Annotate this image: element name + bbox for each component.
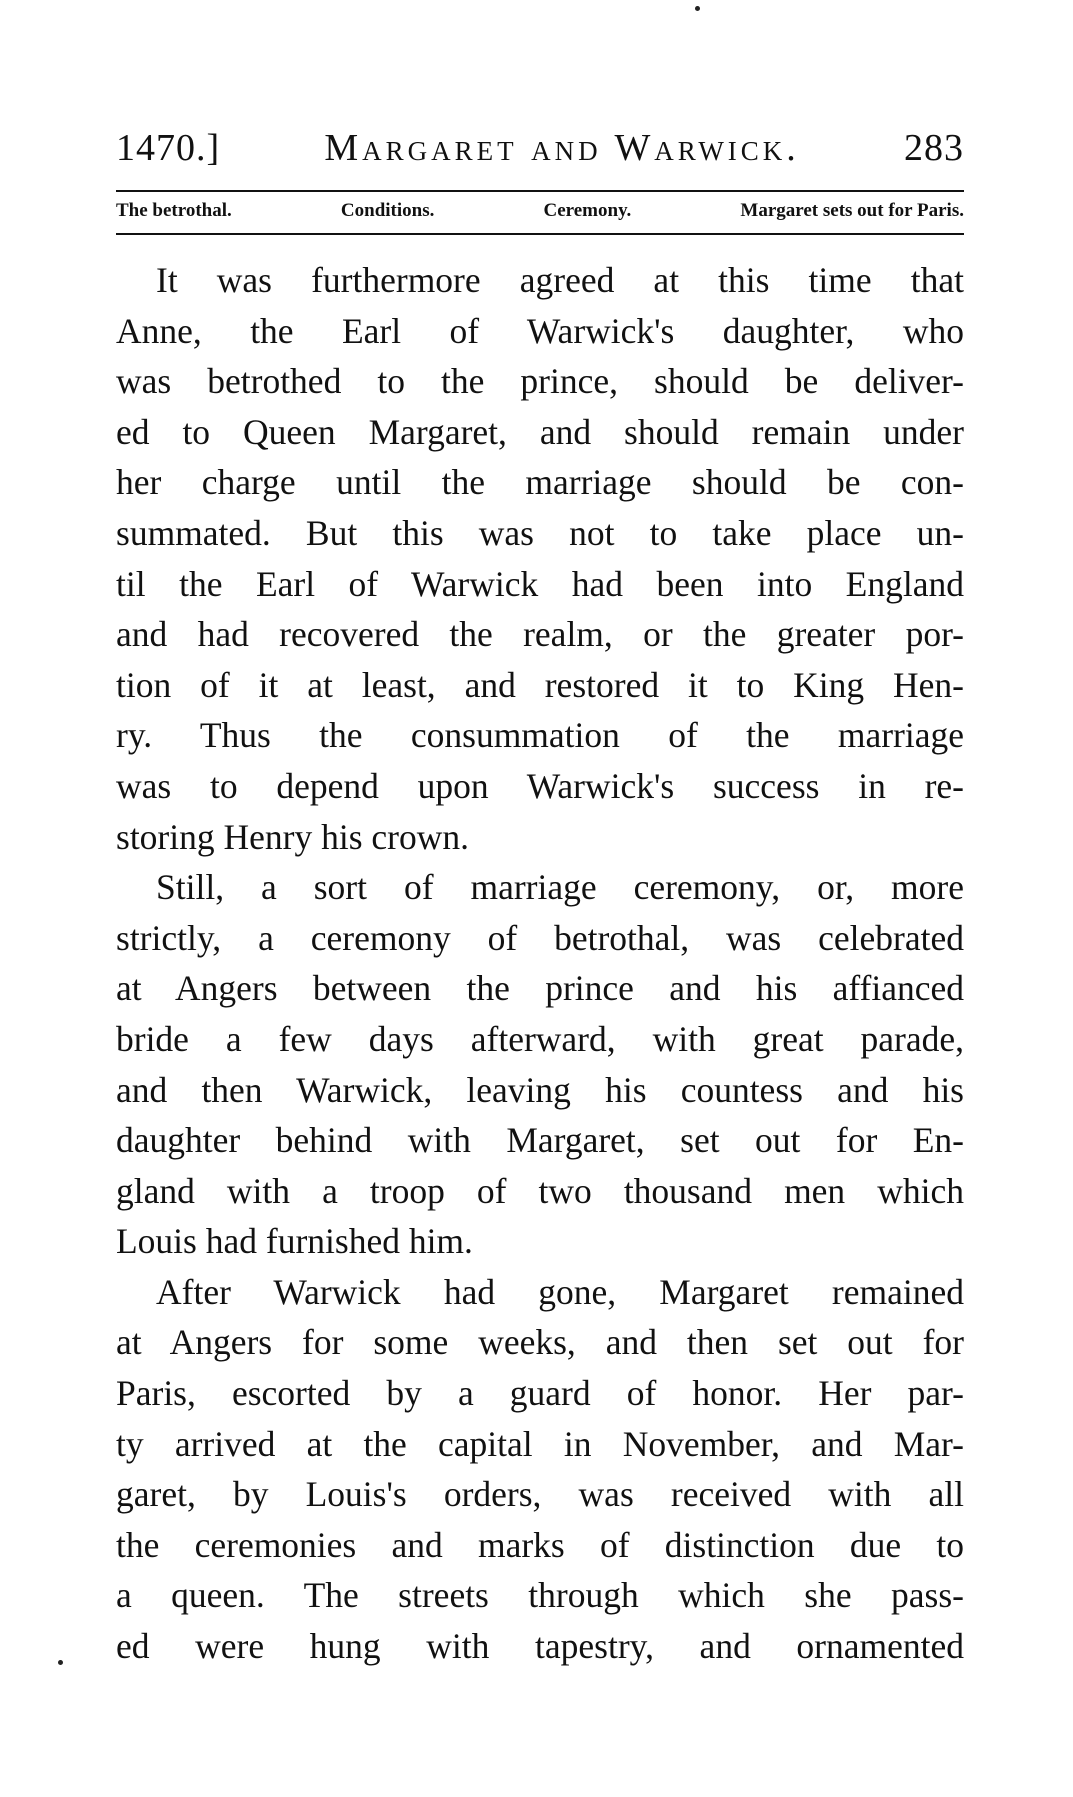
header-year: 1470.] [116, 127, 221, 169]
text-line: Still, a sort of marriage ceremony, or, more [156, 867, 964, 908]
text-line: was to depend upon Warwick's success in re- [116, 765, 964, 806]
text-line: the ceremonies and marks of distinction due to [116, 1524, 964, 1565]
text-line: tion of it at least, and restored it to King Hen- [116, 664, 964, 705]
text-line: strictly, a ceremony of betrothal, was celebrated [116, 917, 964, 958]
text-line: It was furthermore agreed at this time that [156, 260, 964, 300]
page-number: 283 [904, 127, 964, 169]
text-line: ed were hung with tapestry, and ornamented [116, 1626, 964, 1667]
text-line: at Angers between the prince and his affianced [116, 968, 964, 1009]
subheads [116, 200, 964, 222]
body-text [116, 255, 964, 1672]
running-head [116, 126, 964, 182]
text-line: Louis had furnished him. [116, 1221, 473, 1262]
header-rule-top [116, 190, 964, 192]
book-page [116, 0, 964, 1797]
text-line: summated. But this was not to take place un- [116, 512, 964, 553]
subhead-4: Margaret sets out for Paris. [740, 200, 964, 221]
text-line: After Warwick had gone, Margaret remained [156, 1271, 964, 1312]
subhead-1: The betrothal. [116, 200, 232, 221]
header-title: Margaret and Warwick. [324, 127, 800, 169]
print-speck [58, 1660, 63, 1665]
text-line: storing Henry his crown. [116, 816, 469, 857]
text-line: her charge until the marriage should be con- [116, 462, 964, 503]
text-line: at Angers for some weeks, and then set out for [116, 1322, 964, 1363]
text-line: garet, by Louis's orders, was received with all [116, 1474, 964, 1515]
header-rule-bottom [116, 233, 964, 235]
text-line: ty arrived at the capital in November, and Mar- [116, 1423, 964, 1464]
text-line: bride a few days afterward, with great parade, [116, 1018, 964, 1059]
text-line: Paris, escorted by a guard of honor. Her par- [116, 1373, 964, 1414]
text-line: was betrothed to the prince, should be deliver- [116, 361, 964, 402]
subhead-3: Ceremony. [543, 200, 632, 221]
text-line: til the Earl of Warwick had been into England [116, 563, 964, 604]
subhead-2: Conditions. [340, 200, 435, 221]
text-line: gland with a troop of two thousand men which [116, 1170, 964, 1211]
text-line: ry. Thus the consummation of the marriage [116, 715, 964, 756]
text-line: daughter behind with Margaret, set out for En- [116, 1120, 964, 1161]
text-line: a queen. The streets through which she pass- [116, 1575, 964, 1616]
text-line: and then Warwick, leaving his countess and his [116, 1069, 964, 1110]
print-speck [695, 6, 700, 11]
text-line: ed to Queen Margaret, and should remain under [116, 411, 964, 452]
text-line: and had recovered the realm, or the greater por- [116, 614, 964, 655]
text-line: Anne, the Earl of Warwick's daughter, who [116, 310, 964, 351]
